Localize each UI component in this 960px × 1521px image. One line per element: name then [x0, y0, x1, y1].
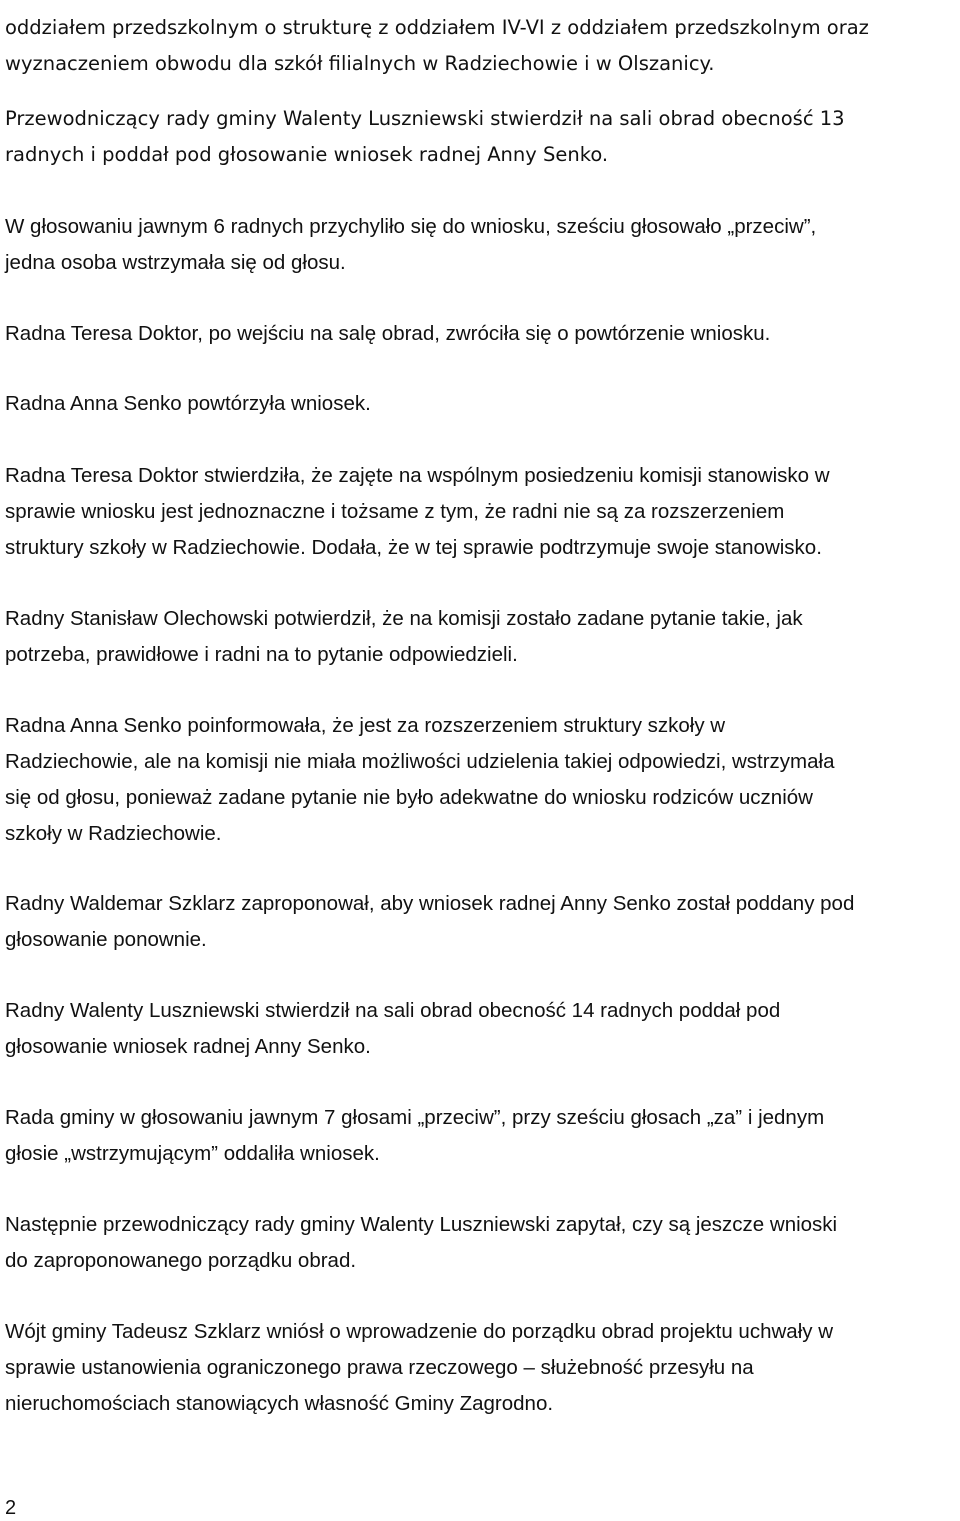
page-number: 2 — [5, 1497, 17, 1519]
text-line: sprawie ustanowienia ograniczonego prawa rzeczowego – służebność przesyłu na — [5, 1356, 754, 1379]
text-line: Radziechowie, ale na komisji nie miała możliwości udzielenia takiej odpowiedzi, wstrzymała — [5, 750, 835, 773]
paragraph-first-vote — [5, 209, 955, 281]
text-line: Następnie przewodniczący rady gminy Walenty Luszniewski zapytał, czy są jeszcze wnioski — [5, 1213, 838, 1236]
paragraph-olechowski — [5, 601, 955, 673]
text-line: Radna Anna Senko poinformowała, że jest za rozszerzeniem struktury szkoły w — [5, 714, 726, 737]
text-line: Radna Teresa Doktor stwierdziła, że zajęte na wspólnym posiedzeniu komisji stanowisko w — [5, 464, 830, 487]
text-line: Radna Anna Senko powtórzyła wniosek. — [5, 392, 371, 415]
paragraph-szklarz-proposal — [5, 886, 955, 958]
paragraph-doktor-statement — [5, 458, 955, 566]
text-line: szkoły w Radziechowie. — [5, 822, 222, 845]
text-line: głosowanie wniosek radnej Anny Senko. — [5, 1035, 371, 1058]
text-line: Radny Walenty Luszniewski stwierdził na sali obrad obecność 14 radnych poddał pod — [5, 999, 781, 1022]
text-line: do zaproponowanego porządku obrad. — [5, 1249, 357, 1272]
paragraph-senko-statement — [5, 708, 955, 852]
paragraph-further-motions — [5, 1207, 955, 1279]
text-line: Przewodniczący rady gminy Walenty Luszniewski stwierdził na sali obrad obecność 13 — [5, 107, 845, 130]
paragraph-senko-repeats — [5, 386, 955, 422]
text-line: Wójt gminy Tadeusz Szklarz wniósł o wprowadzenie do porządku obrad projektu uchwały w — [5, 1320, 833, 1343]
paragraph-doktor-request — [5, 316, 955, 352]
text-line: potrzeba, prawidłowe i radni na to pytanie odpowiedzieli. — [5, 643, 518, 666]
text-line: się od głosu, ponieważ zadane pytanie nie było adekwatne do wniosku rodziców uczniów — [5, 786, 813, 809]
text-line: struktury szkoły w Radziechowie. Dodała, że w tej sprawie podtrzymuje swoje stanowisko. — [5, 536, 822, 559]
paragraph-chairman-quorum-13 — [5, 101, 955, 173]
text-line: Radny Waldemar Szklarz zaproponował, aby wniosek radnej Anny Senko został poddany pod — [5, 892, 855, 915]
text-line: W głosowaniu jawnym 6 radnych przychyliło się do wniosku, sześciu głosowało „przeciw”, — [5, 215, 817, 238]
text-line: radnych i poddał pod głosowanie wniosek radnej Anny Senko. — [5, 143, 609, 166]
text-line: jedna osoba wstrzymała się od głosu. — [5, 251, 346, 274]
text-line: wyznaczeniem obwodu dla szkół filialnych w Radziechowie i w Olszanicy. — [5, 52, 715, 75]
paragraph-mayor-motion — [5, 1314, 955, 1422]
paragraph-school-structure — [5, 10, 955, 82]
text-line: Radny Stanisław Olechowski potwierdził, że na komisji zostało zadane pytanie takie, jak — [5, 607, 803, 630]
text-line: głosowanie ponownie. — [5, 928, 207, 951]
text-line: oddziałem przedszkolnym o strukturę z oddziałem IV-VI z oddziałem przedszkolnym oraz — [5, 16, 869, 39]
text-line: nieruchomościach stanowiących własność Gminy Zagrodno. — [5, 1392, 554, 1415]
paragraph-second-vote — [5, 1100, 955, 1172]
text-line: Radna Teresa Doktor, po wejściu na salę obrad, zwróciła się o powtórzenie wniosku. — [5, 322, 771, 345]
text-line: głosie „wstrzymującym” oddaliła wniosek. — [5, 1142, 380, 1165]
paragraph-quorum-14 — [5, 993, 955, 1065]
text-line: Rada gminy w głosowaniu jawnym 7 głosami „przeciw”, przy sześciu głosach „za” i jednym — [5, 1106, 825, 1129]
text-line: sprawie wniosku jest jednoznaczne i tożsame z tym, że radni nie są za rozszerzeniem — [5, 500, 785, 523]
